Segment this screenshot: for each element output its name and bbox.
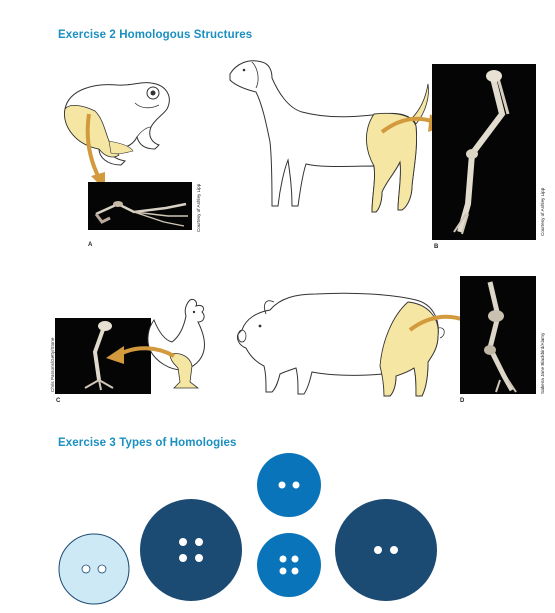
photo-credit-c: Chris Parsons/Getty/Stone	[50, 337, 55, 392]
button-dark-navy-two-hole	[334, 498, 438, 602]
frog-leg-skeleton-photo	[88, 182, 192, 230]
pig-illustration	[232, 284, 448, 400]
exercise-3-heading: Exercise 3 Types of Homologies	[58, 437, 237, 449]
pig-leg-skeleton-photo	[460, 276, 536, 394]
panel-label-b: B	[434, 244, 439, 250]
button-medium-blue-four-hole	[256, 532, 322, 598]
photo-credit-b: Courtesy of Ashley Lipp	[540, 187, 545, 236]
panel-label-d: D	[460, 398, 465, 404]
panel-label-a: A	[88, 242, 93, 248]
panel-label-c: C	[56, 398, 61, 404]
dog-leg-skeleton-photo	[432, 64, 536, 240]
button-medium-blue-two-hole	[256, 452, 322, 518]
photo-credit-d: Sabena Jane Blackbird/Alamy	[540, 332, 545, 394]
photo-credit-a: Courtesy of Ashley Lipp	[196, 183, 201, 232]
arrow-rooster-to-skeleton	[102, 340, 178, 370]
exercise-2-heading: Exercise 2 Homologous Structures	[58, 29, 253, 41]
button-dark-navy-four-hole	[139, 498, 243, 602]
button-light-blue-two-hole	[58, 533, 130, 605]
